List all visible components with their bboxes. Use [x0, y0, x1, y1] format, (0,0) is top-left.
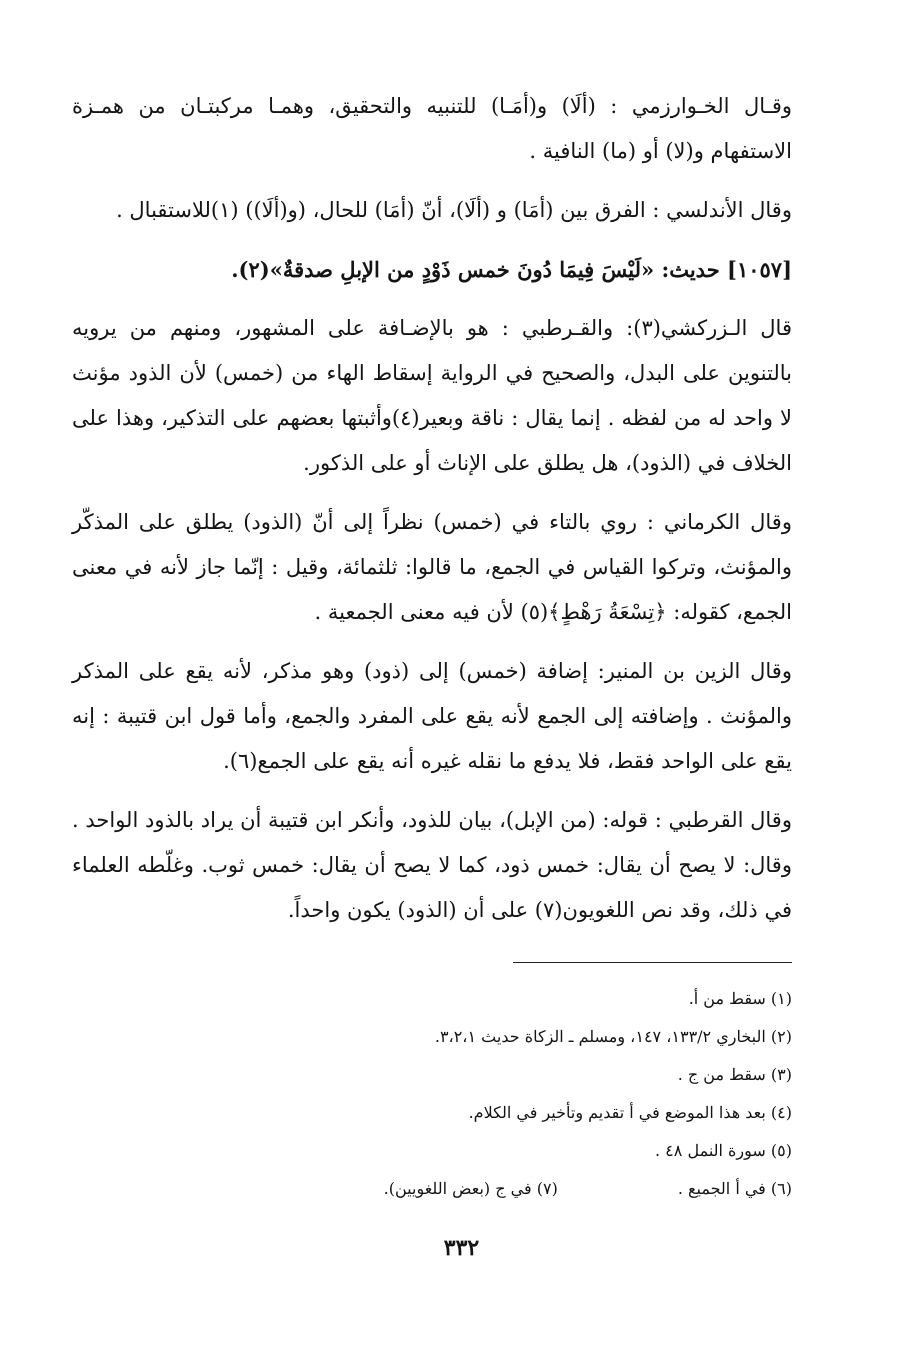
footnote-3: (٣) سقط من ج .: [677, 1065, 792, 1084]
footnote-divider: [513, 962, 792, 963]
footnotes: [132, 980, 792, 1208]
page-number: ٣٣٢: [443, 1235, 480, 1261]
paragraph-qurtubi: وقال القرطبي : قوله: (من الإبل)، بيان للذود، وأنكر ابن قتيبة أن يراد بالذود الواحد . وقال: لا يصح أن يقال: خمس ذود، كما لا يصح أن يقال: خمس ثوب. وغلّطه العلماء في ذلك، وقد نص اللغويون(٧) على أن (الذود) يكون واحداً.: [72, 808, 792, 922]
paragraph-zayn-ibn-munir: وقال الزين بن المنير: إضافة (خمس) إلى (ذود) وهو مذكر، لأنه يقع على المذكر والمؤنث . وإضافته إلى الجمع لأنه يقع على المفرد والجمع، وأما قول ابن قتيبة : إنه يقع على الواحد فقط، فلا يدفع ما نقله غيره أنه يقع على الجمع(٦).: [72, 659, 792, 773]
page-body: [72, 84, 792, 933]
paragraph-kirmani: وقال الكرماني : روي بالتاء في (خمس) نظراً إلى أنّ (الذود) يطلق على المذكّر والمؤنث، وتركوا القياس في الجمع، ما قالوا: ثلثمائة، وقيل : إنّما جاز لأنه في معنى الجمع، كقوله: ﴿تِسْعَةُ رَهْطٍ﴾(٥) لأن فيه معنى الجمعية .: [72, 510, 792, 624]
footnote-1: (١) سقط من أ.: [688, 989, 792, 1008]
hadith-heading: [١٠٥٧] حديث: «لَيْسَ فِيمَا دُونَ خمس ذَوْدٍ من الإبلِ صدقةٌ»(٢).: [231, 257, 792, 282]
footnote-6: (٦) في أ الجميع .: [677, 1179, 792, 1198]
footnote-7: (٧) في ج (بعض اللغويين).: [383, 1179, 558, 1198]
paragraph-khwarizmi: وقـال الخـوارزمي : (ألَا) و(أمَـا) للتنبيه والتحقيق، وهمـا مركبتـان من همـزة الاستفهام و(لا) أو (ما) النافية .: [72, 94, 792, 163]
footnote-2: (٢) البخاري ١٣٣/٢، ١٤٧، ومسلم ـ الزكاة حديث ٣،٢،١.: [434, 1027, 792, 1046]
footnote-5: (٥) سورة النمل ٤٨ .: [655, 1141, 792, 1160]
footnote-4: (٤) بعد هذا الموضع في أ تقديم وتأخير في الكلام.: [468, 1103, 792, 1122]
paragraph-zarkashi: قال الـزركشي(٣): والقـرطبي : هو بالإضـافة على المشهور، ومنهم من يرويه بالتنوين على البدل، والصحيح في الرواية إسقاط الهاء من (خمس) لأن الذود مؤنث لا واحد له من لفظه . إنما يقال : ناقة وبعير(٤)وأثبتها بعضهم على التذكير، وهذا على الخلاف في (الذود)، هل يطلق على الإناث أو على الذكور.: [72, 316, 792, 475]
footnote-row-6-7: [132, 1170, 792, 1208]
paragraph-andalusi: وقال الأندلسي : الفرق بين (أمَا) و (ألَا)، أنّ (أمَا) للحال، (و(ألَا)) (١)للاستقبال .: [116, 198, 792, 222]
